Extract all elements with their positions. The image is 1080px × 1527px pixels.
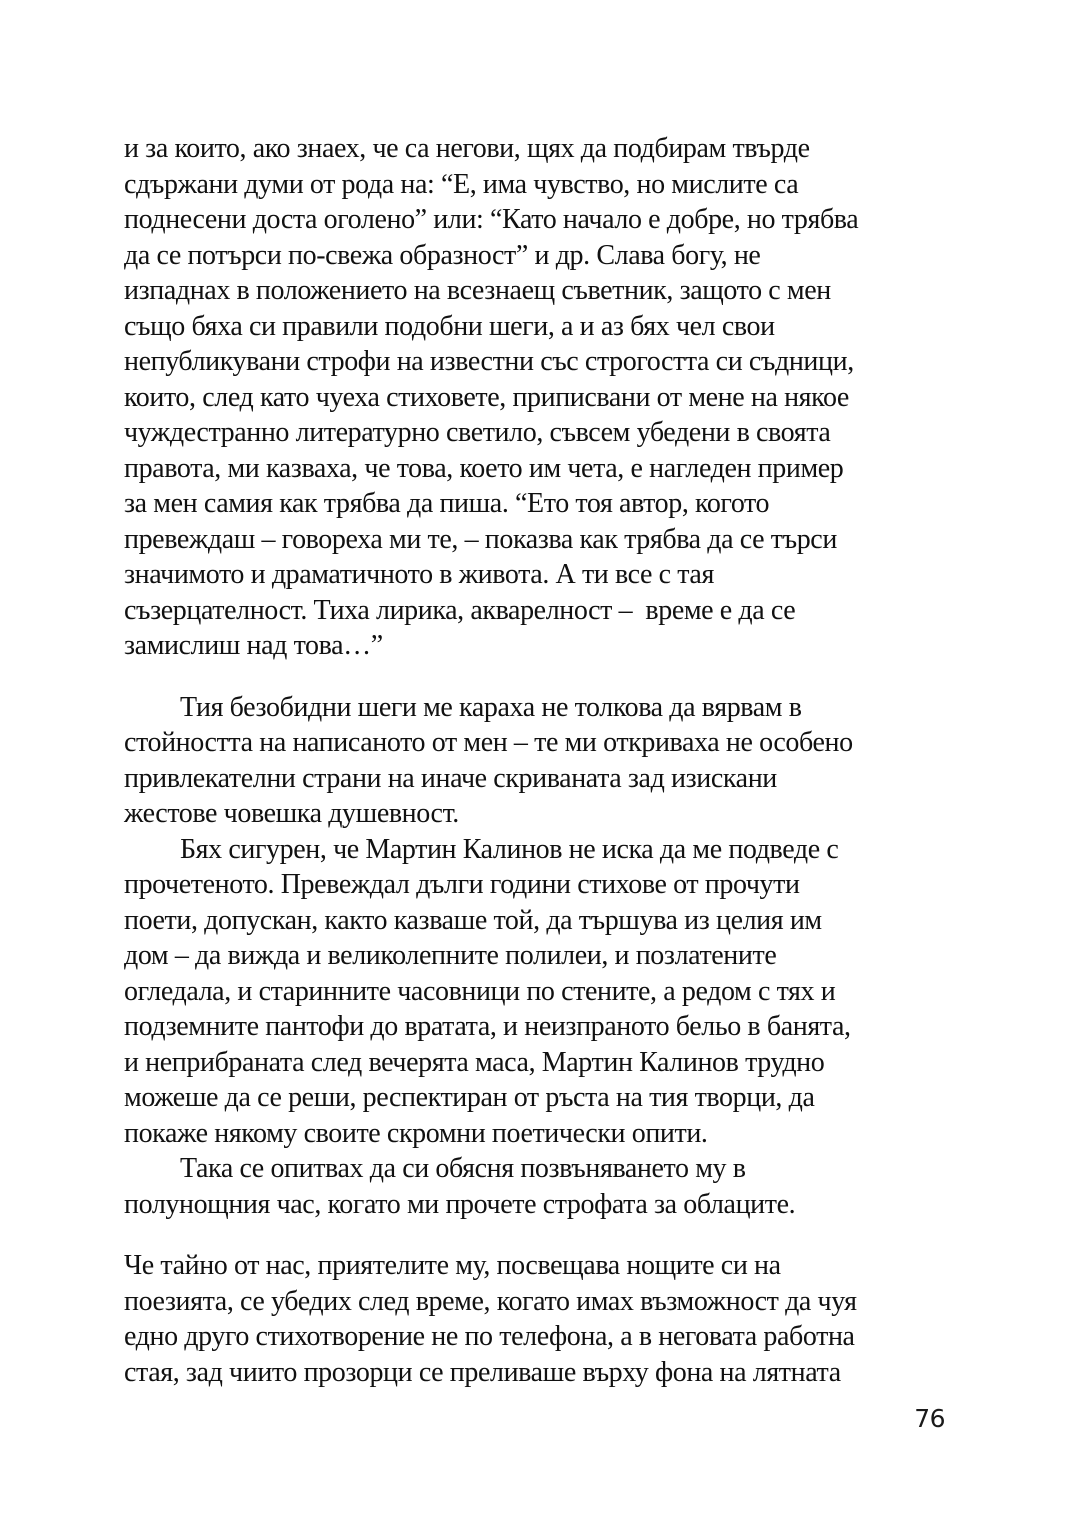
text-line: жестове човешка душевност. bbox=[124, 798, 459, 829]
text-line: Тия безобидни шеги ме караха не толкова да вярвам в bbox=[180, 691, 802, 723]
text-line: стойността на написаното от мен – те ми откриваха не особено bbox=[124, 727, 853, 758]
text-line: непубликувани строфи на известни със строгостта си съдници, bbox=[124, 346, 854, 377]
paragraph-3 bbox=[124, 832, 949, 1152]
text-line: замислиш над това…” bbox=[124, 630, 383, 661]
text-line: огледала, и старинните часовници по стените, а редом с тях и bbox=[124, 975, 836, 1007]
paragraph-2 bbox=[124, 690, 949, 832]
text-line: стая, зад чиито прозорци се преливаше върху фона на лятната bbox=[124, 1356, 841, 1388]
text-line: едно друго стихотворение не по телефона, а в неговата работна bbox=[124, 1321, 855, 1352]
paragraph-4 bbox=[124, 1151, 949, 1222]
text-line: поезията, се убедих след време, когато имах възможност да чуя bbox=[124, 1285, 857, 1317]
text-line: можеше да се реши, респектиран от ръста на тия творци, да bbox=[124, 1082, 815, 1113]
text-line: привлекателни страни на иначе скриваната зад изискани bbox=[124, 762, 777, 794]
text-line: Бях сигурен, че Мартин Калинов не иска да ме подведе с bbox=[180, 833, 839, 865]
text-line: изпаднах в положението на всезнаещ съветник, защото с мен bbox=[124, 275, 831, 306]
page-number: 76 bbox=[914, 1404, 945, 1433]
text-line: също бяха си правили подобни шеги, а и аз бях чел свои bbox=[124, 310, 775, 342]
text-line: съзерцателност. Тиха лирика, акварелност – време е да се bbox=[124, 594, 796, 626]
text-line: прочетеното. Превеждал дълги години стихове от прочути bbox=[124, 869, 800, 900]
text-line: за мен самия как трябва да пиша. “Ето тоя автор, когото bbox=[124, 488, 770, 519]
text-line: и за които, ако знаех, че са негови, щях да подбирам твърде bbox=[124, 133, 810, 164]
text-line: които, след като чуеха стиховете, приписвани от мене на някое bbox=[124, 381, 849, 413]
text-line: покаже някому своите скромни поетически опити. bbox=[124, 1117, 708, 1149]
text-line: превеждаш – говореха ми те, – показва как трябва да се търси bbox=[124, 523, 837, 555]
paragraph-5 bbox=[124, 1248, 949, 1390]
text-line: Така се опитвах да си обясня позвъняването му в bbox=[180, 1153, 746, 1184]
text-line: и неприбраната след вечерята маса, Мартин Калинов трудно bbox=[124, 1046, 825, 1078]
text-line: да се потърси по-свежа образност” и др. Слава богу, не bbox=[124, 239, 761, 271]
paragraph-1 bbox=[124, 131, 949, 664]
text-line: полунощния час, когато ми прочете строфата за облаците. bbox=[124, 1188, 796, 1220]
text-line: правота, ми казваха, че това, което им чета, е нагледен пример bbox=[124, 452, 844, 484]
text-line: Че тайно от нас, приятелите му, посвещава нощите си на bbox=[124, 1250, 781, 1281]
text-line: сдържани думи от рода на: “Е, има чувство, но мислите са bbox=[124, 168, 799, 200]
body-text bbox=[124, 131, 949, 1390]
text-line: чуждестранно литературно светило, съвсем убедени в своята bbox=[124, 417, 831, 448]
text-line: значимото и драматичното в живота. А ти все с тая bbox=[124, 559, 714, 590]
text-line: поднесени доста оголено” или: “Като начало е добре, но трябва bbox=[124, 204, 859, 235]
text-line: дом – да вижда и великолепните полилеи, и позлатените bbox=[124, 940, 777, 971]
text-line: подземните пантофи до вратата, и неизпраното бельо в банята, bbox=[124, 1011, 851, 1042]
text-line: поети, допускан, както казваше той, да тършува из целия им bbox=[124, 904, 822, 936]
